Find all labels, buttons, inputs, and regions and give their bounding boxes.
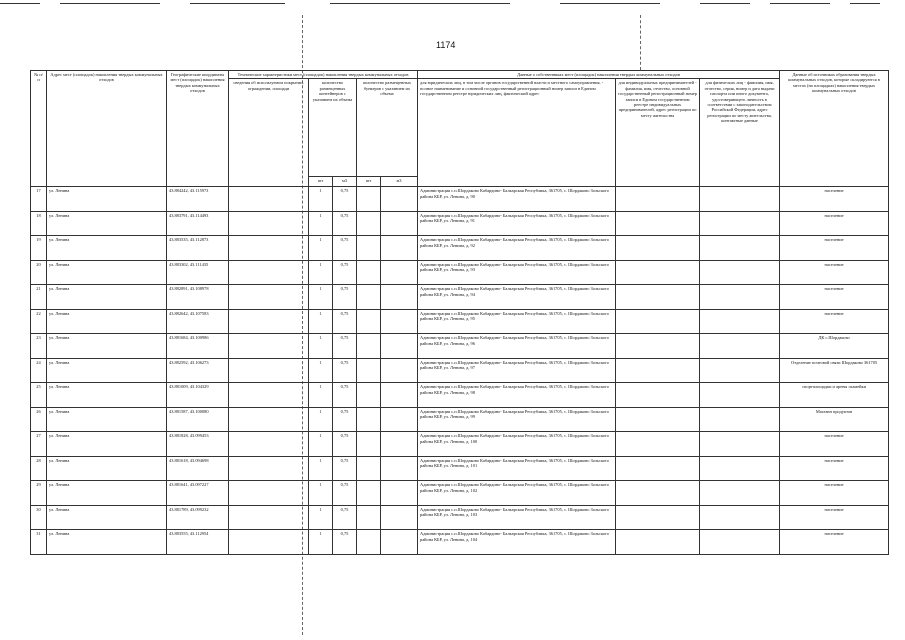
unit-m3: м3 (381, 177, 418, 187)
row-containers: 1 (309, 383, 333, 408)
row-address: ул. Ленина (47, 358, 167, 383)
row-containers: 1 (309, 432, 333, 457)
row-bunkers (357, 334, 381, 359)
table-row (31, 334, 889, 359)
row-bunker-volume (381, 481, 418, 506)
row-owner-ip (616, 236, 700, 261)
row-cover (229, 407, 309, 432)
row-bunker-volume (381, 187, 418, 212)
row-bunkers (357, 383, 381, 408)
row-coords: 43.883791, 43.114493 (167, 211, 229, 236)
row-bunker-volume (381, 334, 418, 359)
row-cover (229, 334, 309, 359)
table-row (31, 211, 889, 236)
row-owner-fl (700, 530, 780, 555)
row-owner-legal: Администрация с.п.Шордаково Кабардино- Балкарская Республика, 361705, с. Шордаково Зольского района КБР, ул. Ленина, д. 104 (418, 530, 616, 555)
row-owner-ip (616, 260, 700, 285)
row-owner-fl (700, 432, 780, 457)
row-owner-legal: Администрация с.п.Шордаково Кабардино- Балкарская Республика, 361705, с. Шордаково Зольского района КБР, ул. Ленина, д. 97 (418, 358, 616, 383)
row-owner-ip (616, 187, 700, 212)
table-row (31, 358, 889, 383)
row-bunkers (357, 309, 381, 334)
row-owner-fl (700, 481, 780, 506)
row-owner-fl (700, 383, 780, 408)
row-owner-legal: Администрация с.п.Шордаково Кабардино- Балкарская Республика, 361705, с. Шордаково Зольского района КБР, ул. Ленина, д. 96 (418, 334, 616, 359)
row-volume: 0,75 (333, 211, 357, 236)
row-number: 28 (31, 456, 47, 481)
row-address: ул. Ленина (47, 383, 167, 408)
row-containers: 1 (309, 211, 333, 236)
row-owner-legal: Администрация с.п.Шордаково Кабардино- Балкарская Республика, 361705, с. Шордаково Зольского района КБР, ул. Ленина, д. 103 (418, 505, 616, 530)
table-header (31, 71, 889, 187)
row-number: 29 (31, 481, 47, 506)
row-owner-legal: Администрация с.п.Шордаково Кабардино- Балкарская Республика, 361705, с. Шордаково Зольского района КБР, ул. Ленина, д. 95 (418, 309, 616, 334)
row-bunker-volume (381, 236, 418, 261)
row-cover (229, 358, 309, 383)
row-containers: 1 (309, 358, 333, 383)
row-address: ул. Ленина (47, 285, 167, 310)
row-source: Магазин продуктов (780, 407, 889, 432)
row-bunkers (357, 260, 381, 285)
row-coords: 43.883555, 43.112954 (167, 530, 229, 555)
row-owner-legal: Администрация с.п.Шордаково Кабардино- Балкарская Республика, 361705, с. Шордаково Зольского района КБР, ул. Ленина, д. 92 (418, 236, 616, 261)
row-coords: 43.884242, 43.115973 (167, 187, 229, 212)
header-num: № п/п (31, 71, 47, 187)
table-body (31, 187, 889, 555)
row-source: Отделение почтовой связи Шордаково 361705 (780, 358, 889, 383)
row-containers: 1 (309, 481, 333, 506)
row-address: ул. Ленина (47, 530, 167, 555)
row-bunker-volume (381, 456, 418, 481)
waste-sites-table (30, 70, 889, 555)
row-source: население (780, 505, 889, 530)
row-containers: 1 (309, 187, 333, 212)
row-owner-ip (616, 285, 700, 310)
row-owner-ip (616, 407, 700, 432)
row-owner-ip (616, 309, 700, 334)
row-owner-fl (700, 236, 780, 261)
row-containers: 1 (309, 285, 333, 310)
row-coords: 43.881641, 43.097227 (167, 481, 229, 506)
row-number: 19 (31, 236, 47, 261)
row-source: население (780, 432, 889, 457)
row-owner-legal: Администрация с.п.Шордаково Кабардино- Балкарская Республика, 361705, с. Шордаково Зольского района КБР, ул. Ленина, д. 102 (418, 481, 616, 506)
row-owner-fl (700, 334, 780, 359)
row-coords: 43.883302, 43.111435 (167, 260, 229, 285)
row-volume: 0,75 (333, 432, 357, 457)
row-source: население (780, 236, 889, 261)
row-bunkers (357, 285, 381, 310)
header-address: Адрес мест (площадок) накопления твердых коммунальных отходов (47, 71, 167, 187)
row-containers: 1 (309, 456, 333, 481)
table-row (31, 481, 889, 506)
scan-line (60, 3, 160, 4)
row-bunker-volume (381, 505, 418, 530)
row-coords: 43.882642, 43.107583 (167, 309, 229, 334)
row-coords: 43.881587, 43.100080 (167, 407, 229, 432)
row-owner-fl (700, 456, 780, 481)
row-volume: 0,75 (333, 236, 357, 261)
row-containers: 1 (309, 309, 333, 334)
row-address: ул. Ленина (47, 211, 167, 236)
row-source: население (780, 187, 889, 212)
row-source: население (780, 456, 889, 481)
row-owner-fl (700, 407, 780, 432)
row-source: ДК с.Шордаково (780, 334, 889, 359)
row-cover (229, 211, 309, 236)
row-owner-legal: Администрация с.п.Шордаково Кабардино- Балкарская Республика, 361705, с. Шордаково Зольского района КБР, ул. Ленина, д. 99 (418, 407, 616, 432)
row-owner-ip (616, 334, 700, 359)
row-owner-fl (700, 358, 780, 383)
row-volume: 0,75 (333, 334, 357, 359)
table-row (31, 432, 889, 457)
row-coords: 43.881789, 43.099232 (167, 505, 229, 530)
scan-line (770, 3, 830, 4)
row-owner-ip (616, 530, 700, 555)
row-bunkers (357, 211, 381, 236)
unit-sht: шт (309, 177, 333, 187)
row-number: 30 (31, 505, 47, 530)
row-source: население (780, 260, 889, 285)
row-cover (229, 456, 309, 481)
row-cover (229, 383, 309, 408)
unit-m3: м3 (333, 177, 357, 187)
row-cover (229, 187, 309, 212)
table-row (31, 456, 889, 481)
row-cover (229, 481, 309, 506)
row-bunkers (357, 505, 381, 530)
scan-line (700, 3, 750, 4)
page-number: 1174 (436, 40, 456, 50)
row-cover (229, 260, 309, 285)
row-containers: 1 (309, 505, 333, 530)
row-coords: 43.883535, 43.112873 (167, 236, 229, 261)
scan-line (330, 3, 510, 4)
row-bunkers (357, 432, 381, 457)
row-owner-legal: Администрация с.п.Шордаково Кабардино- Балкарская Республика, 361705, с. Шордаково Зольского района КБР, ул. Ленина, д. 90 (418, 187, 616, 212)
row-volume: 0,75 (333, 407, 357, 432)
row-bunkers (357, 407, 381, 432)
row-number: 18 (31, 211, 47, 236)
row-owner-ip (616, 211, 700, 236)
row-number: 22 (31, 309, 47, 334)
row-cover (229, 505, 309, 530)
row-volume: 0,75 (333, 383, 357, 408)
row-owner-ip (616, 505, 700, 530)
row-coords: 43.881828, 43.099453 (167, 432, 229, 457)
row-address: ул. Ленина (47, 236, 167, 261)
row-address: ул. Ленина (47, 407, 167, 432)
row-source: спортплощадки и арены скамейки (780, 383, 889, 408)
row-cover (229, 236, 309, 261)
row-bunker-volume (381, 285, 418, 310)
table-row (31, 260, 889, 285)
header-coords: Географические координаты мест (площадок) накопления твердых коммунальных отходов (167, 71, 229, 187)
row-owner-legal: Администрация с.п.Шордаково Кабардино- Балкарская Республика, 361705, с. Шордаково Зольского района КБР, ул. Ленина, д. 93 (418, 260, 616, 285)
row-bunker-volume (381, 260, 418, 285)
row-address: ул. Ленина (47, 260, 167, 285)
row-owner-fl (700, 505, 780, 530)
header-owner-legal: для юридических лиц, в том числе органов государственной власти и местного самоуправления, - полное наименование и основной государственный регистрационный номер записи в Едином государственном реестре юридических лиц, фактический адрес (418, 79, 616, 187)
row-cover (229, 309, 309, 334)
row-bunkers (357, 530, 381, 555)
row-owner-fl (700, 187, 780, 212)
row-owner-ip (616, 432, 700, 457)
row-cover (229, 285, 309, 310)
scan-line (850, 3, 880, 4)
row-number: 20 (31, 260, 47, 285)
row-bunkers (357, 187, 381, 212)
header-tech-bunkers: количество размещенных бункеров с указанием их объема (357, 79, 418, 177)
row-number: 17 (31, 187, 47, 212)
row-owner-ip (616, 481, 700, 506)
row-owner-legal: Администрация с.п.Шордаково Кабардино- Балкарская Республика, 361705, с. Шордаково Зольского района КБР, ул. Ленина, д. 94 (418, 285, 616, 310)
row-volume: 0,75 (333, 505, 357, 530)
row-number: 25 (31, 383, 47, 408)
row-volume: 0,75 (333, 260, 357, 285)
table-row (31, 530, 889, 555)
table-row (31, 285, 889, 310)
row-bunker-volume (381, 432, 418, 457)
row-address: ул. Ленина (47, 481, 167, 506)
header-tech-containers: количество размещенных контейнеров с указанием их объема (309, 79, 357, 177)
row-number: 21 (31, 285, 47, 310)
header-tech-cover: сведения об используемом покрытии, ограждении, площади (229, 79, 309, 187)
table-row (31, 383, 889, 408)
table-row (31, 236, 889, 261)
row-address: ул. Ленина (47, 309, 167, 334)
row-owner-ip (616, 358, 700, 383)
row-address: ул. Ленина (47, 432, 167, 457)
row-owner-legal: Администрация с.п.Шордаково Кабардино- Балкарская Республика, 361705, с. Шордаково Зольского района КБР, ул. Ленина, д. 91 (418, 211, 616, 236)
table-row (31, 407, 889, 432)
row-containers: 1 (309, 260, 333, 285)
row-coords: 43.881618, 43.094698 (167, 456, 229, 481)
row-address: ул. Ленина (47, 456, 167, 481)
row-bunker-volume (381, 407, 418, 432)
row-owner-fl (700, 211, 780, 236)
row-number: 31 (31, 530, 47, 555)
row-owner-legal: Администрация с.п.Шордаково Кабардино- Балкарская Республика, 361705, с. Шордаково Зольского района КБР, ул. Ленина, д. 98 (418, 383, 616, 408)
row-bunker-volume (381, 530, 418, 555)
row-bunkers (357, 481, 381, 506)
row-coords: 43.881009, 43.104329 (167, 383, 229, 408)
row-source: население (780, 309, 889, 334)
row-owner-fl (700, 260, 780, 285)
row-address: ул. Ленина (47, 187, 167, 212)
row-owner-ip (616, 456, 700, 481)
row-volume: 0,75 (333, 456, 357, 481)
header-owner-ip: для индивидуальных предпринимателей - фамилия, имя, отчество, основной государственный регистрационный номер записи в Едином государственном реестре индивидуальных предпринимателей, адрес регистрации по месту жительства (616, 79, 700, 187)
row-number: 23 (31, 334, 47, 359)
row-containers: 1 (309, 236, 333, 261)
row-number: 27 (31, 432, 47, 457)
row-address: ул. Ленина (47, 334, 167, 359)
header-owner: Данные о собственниках мест (площадок) накопления твердых коммунальных отходов (418, 71, 780, 79)
row-bunkers (357, 236, 381, 261)
row-source: население (780, 530, 889, 555)
table-row (31, 309, 889, 334)
row-owner-fl (700, 309, 780, 334)
row-bunker-volume (381, 211, 418, 236)
row-bunkers (357, 456, 381, 481)
row-volume: 0,75 (333, 358, 357, 383)
row-bunkers (357, 358, 381, 383)
row-cover (229, 530, 309, 555)
row-volume: 0,75 (333, 530, 357, 555)
table-row (31, 187, 889, 212)
row-containers: 1 (309, 407, 333, 432)
unit-sht: шт (357, 177, 381, 187)
scan-line (560, 3, 660, 4)
row-volume: 0,75 (333, 309, 357, 334)
row-owner-fl (700, 285, 780, 310)
row-coords: 43.882891, 43.108978 (167, 285, 229, 310)
header-owner-fl: для физических лиц - фамилия, имя, отчество, серия, номер и дата выдачи паспорта или иного документа, удостоверяющего личность в соответствии с законодательством Российской Федерации, адрес регистрации по месту жительства, контактные данные (700, 79, 780, 187)
row-address: ул. Ленина (47, 505, 167, 530)
row-number: 24 (31, 358, 47, 383)
scan-line (0, 3, 40, 4)
row-cover (229, 432, 309, 457)
row-bunker-volume (381, 309, 418, 334)
row-containers: 1 (309, 334, 333, 359)
table-row (31, 505, 889, 530)
header-sources: Данные об источниках образования твердых коммунальных отходов, которые складируются в местах (на площадках) накопления твердых коммунальных отходов (780, 71, 889, 187)
row-owner-legal: Администрация с.п.Шордаково Кабардино- Балкарская Республика, 361705, с. Шордаково Зольского района КБР, ул. Ленина, д. 100 (418, 432, 616, 457)
row-source: население (780, 481, 889, 506)
header-tech: Технические характеристики мест (площадок) накопления твердых коммунальных отходов (229, 71, 418, 79)
row-volume: 0,75 (333, 285, 357, 310)
row-number: 26 (31, 407, 47, 432)
row-owner-legal: Администрация с.п.Шордаково Кабардино- Балкарская Республика, 361705, с. Шордаково Зольского района КБР, ул. Ленина, д. 101 (418, 456, 616, 481)
fold-line (640, 15, 641, 70)
row-source: население (780, 285, 889, 310)
row-bunker-volume (381, 383, 418, 408)
scan-line (190, 3, 285, 4)
row-coords: 43.882592, 43.106273 (167, 358, 229, 383)
row-bunker-volume (381, 358, 418, 383)
row-containers: 1 (309, 530, 333, 555)
row-volume: 0,75 (333, 187, 357, 212)
row-volume: 0,75 (333, 481, 357, 506)
row-coords: 43.881684, 43.100986 (167, 334, 229, 359)
row-source: население (780, 211, 889, 236)
row-owner-ip (616, 383, 700, 408)
